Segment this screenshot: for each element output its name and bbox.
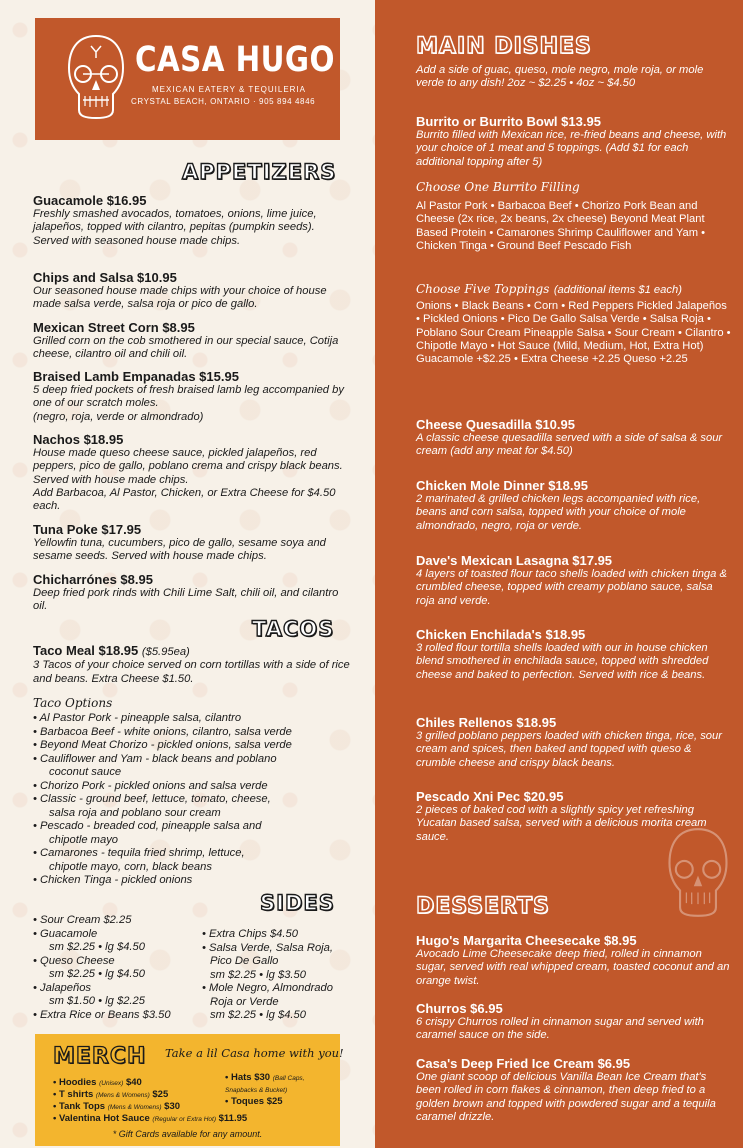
- list-item: • Guacamole sm $2.25 • lg $4.50: [33, 927, 145, 953]
- merch-tagline: Take a lil Casa home with you!: [165, 1046, 344, 1060]
- item-name: Casa's Deep Fried Ice Cream $6.95: [416, 1056, 631, 1071]
- item-name: Churros $6.95: [416, 1001, 503, 1016]
- toppings-heading: [416, 280, 731, 298]
- list-item: • Sour Cream $2.25: [33, 914, 132, 926]
- merch-box: [35, 1034, 344, 1146]
- item-name: Dave's Mexican Lasagna $17.95: [416, 553, 613, 568]
- merch-footer: * Gift Cards available for any amount.: [112, 1129, 263, 1139]
- item-name: Tuna Poke $17.95: [33, 522, 142, 537]
- main-dishes-heading: MAIN DISHES: [416, 34, 592, 59]
- item-name: Cheese Quesadilla $10.95: [416, 417, 575, 432]
- item-desc: 3 rolled flour tortilla shells loaded with our in house chicken blend smothered in enchilada sauce, topped with shredded cheese and baked to perfection. Served with rice & beans.: [416, 642, 709, 681]
- item-name: Burrito or Burrito Bowl $13.95: [416, 114, 601, 129]
- taco-meal-each: ($5.95ea): [141, 646, 190, 658]
- item-extra: Add Barbacoa, Al Pastor, Chicken, or Extra Cheese for $4.50 each.: [33, 486, 336, 513]
- item-name: Pescado Xni Pec $20.95: [416, 789, 564, 804]
- menu-item: [416, 478, 731, 533]
- menu-item: [416, 933, 731, 988]
- item-desc: Burrito filled with Mexican rice, re-fried beans and cheese, with your choice of 1 meat and 5 toppings. (Add $1 for each additional topping after 5): [416, 129, 727, 168]
- list-item: • Tank Tops (Mens & Womens) $30: [53, 1101, 181, 1112]
- item-extra: Served with seasoned house made chips.: [33, 234, 241, 247]
- item-desc: House made queso cheese sauce, pickled jalapeños, red peppers, pico de gallo, poblano crema and crispy black beans. Served with house made chips.: [33, 447, 343, 486]
- item-desc: One giant scoop of delicious Vanilla Bean Ice Cream that's been rolled in corn flakes & cinnamon, then deep fried to a golden brown and topped with powdered sugar and a tequila caramel drizzle.: [416, 1071, 716, 1123]
- menu-item: [416, 417, 731, 459]
- list-item: • Hats $30 (Ball Caps, Snapbacks & Bucket): [225, 1072, 305, 1094]
- desserts-heading: DESSERTS: [416, 894, 550, 919]
- sides-heading: SIDES: [260, 891, 335, 915]
- menu-item: [33, 522, 353, 564]
- list-item: • Mole Negro, Almondrado Roja or Verde sm $2.25 • lg $4.50: [202, 982, 333, 1021]
- item-desc: Deep fried pork rinds with Chili Lime Salt, chili oil, and cilantro oil.: [33, 587, 339, 613]
- item-desc: 5 deep fried pockets of fresh braised lamb leg accompanied by one of our scratch moles.: [33, 384, 344, 410]
- tacos-heading: TACOS: [252, 617, 335, 641]
- merch-list-right: [225, 1072, 335, 1107]
- list-item: • Classic - ground beef, lettuce, tomato, cheese, salsa roja and poblano sour cream: [33, 793, 271, 819]
- item-desc: 2 marinated & grilled chicken legs accompanied with rice, beans and corn salsa, topped with your choice of mole almondrado, negro, roja or verde.: [416, 493, 701, 532]
- list-item: • Chicken Tinga - pickled onions: [33, 874, 193, 886]
- menu-item: [33, 369, 353, 424]
- taco-meal-name: Taco Meal $18.95: [33, 643, 139, 658]
- list-item: • Salsa Verde, Salsa Roja, Pico De Gallo sm $2.25 • lg $3.50: [202, 941, 333, 981]
- item-name: Braised Lamb Empanadas $15.95: [33, 369, 239, 384]
- list-item: • Hoodies (Unisex) $40: [53, 1077, 142, 1088]
- menu-item: [416, 1056, 731, 1124]
- taco-meal: [33, 643, 353, 686]
- item-desc: Yellowfin tuna, cucumbers, pico de gallo, sesame soya and sesame seeds. Served with house made chips.: [33, 537, 326, 563]
- list-item: • Toques $25: [225, 1096, 283, 1107]
- menu-item: [33, 432, 353, 513]
- item-desc: Grilled corn on the cob smothered in our special sauce, Cotija cheese, cilantro oil and chili oil.: [33, 335, 339, 361]
- filling-heading: Choose One Burrito Filling: [416, 180, 580, 194]
- brand-address: CRYSTAL BEACH, ONTARIO · 905 894 4846: [131, 97, 316, 106]
- list-item: • T shirts (Mens & Womens) $25: [53, 1089, 169, 1100]
- item-name: Guacamole $16.95: [33, 193, 147, 208]
- list-item: • Extra Chips $4.50: [202, 928, 298, 940]
- menu-item: [416, 1001, 731, 1043]
- list-item: • Barbacoa Beef - white onions, cilantro, salsa verde: [33, 725, 292, 738]
- sides-list-right: [202, 928, 362, 1023]
- list-item: • Al Pastor Pork - pineapple salsa, cilantro: [33, 712, 242, 724]
- list-item: • Valentina Hot Sauce (Regular or Extra Hot) $11.95: [53, 1113, 248, 1124]
- item-extra: (negro, roja, verde or almondrado): [33, 410, 204, 423]
- main-intro: Add a side of guac, queso, mole negro, mole roja, or mole verde to any dish! 2oz ~ $2.25 • 4oz ~ $4.50: [416, 64, 704, 90]
- sugar-skull-logo-icon: [65, 32, 127, 122]
- brand-subtitle: MEXICAN EATERY & TEQUILERIA: [152, 85, 306, 94]
- list-item: • Jalapeños sm $1.50 • lg $2.25: [33, 981, 145, 1007]
- menu-item: [416, 114, 731, 169]
- item-name: Mexican Street Corn $8.95: [33, 320, 195, 335]
- item-desc: Freshly smashed avocados, tomatoes, onions, lime juice, jalapeños, topped with cilantro, pepitas (pumpkin seeds).: [33, 208, 317, 234]
- menu-item: [33, 320, 353, 362]
- list-item: • Cauliflower and Yam - black beans and poblano coconut sauce: [33, 752, 277, 778]
- taco-options-heading: Taco Options: [33, 696, 113, 710]
- sugar-skull-watermark-icon: [663, 825, 733, 920]
- menu-item: [33, 270, 353, 312]
- menu-item: [33, 572, 353, 614]
- menu-item: [33, 193, 353, 248]
- item-desc: 6 crispy Churros rolled in cinnamon sugar and served with caramel sauce on the side.: [416, 1016, 704, 1042]
- filling-list: Al Pastor Pork • Barbacoa Beef • Chorizo Pork Bean and Cheese (2x rice, 2x beans, 2x cheese) Beyond Meat Plant Based Protein • Camarones Shrimp Cauliflower and Yam • Chicken Tinga • Ground Beef Pescado Fish: [416, 200, 706, 252]
- item-desc: Our seasoned house made chips with your choice of house made salsa verde, salsa roja or pico de gallo.: [33, 285, 327, 311]
- toppings-note: (additional items $1 each): [553, 284, 682, 296]
- menu-item: [416, 715, 731, 770]
- taco-options-list: [33, 712, 353, 888]
- item-desc: 3 Tacos of your choice served on corn tortillas with a side of rice and beans. Extra Cheese $1.50.: [33, 659, 350, 685]
- list-item: • Queso Cheese sm $2.25 • lg $4.50: [33, 954, 145, 980]
- item-name: Chips and Salsa $10.95: [33, 270, 177, 285]
- item-name: Chiles Rellenos $18.95: [416, 715, 557, 730]
- item-name: [33, 643, 353, 659]
- brand-name: CASA HUGO: [135, 40, 335, 80]
- toppings-title: Choose Five Toppings: [416, 282, 550, 296]
- item-name: Nachos $18.95: [33, 432, 124, 447]
- item-desc: A classic cheese quesadilla served with a side of salsa & sour cream (add any meat for $4.50): [416, 432, 723, 458]
- list-item: • Chorizo Pork - pickled onions and salsa verde: [33, 779, 268, 792]
- item-name: Chicken Mole Dinner $18.95: [416, 478, 588, 493]
- list-item: • Extra Rice or Beans $3.50: [33, 1008, 171, 1021]
- item-desc: 3 grilled poblano peppers loaded with chicken tinga, rice, sour cream and spices, then baked and topped with queso & crumble cheese and crispy black beans.: [416, 730, 722, 769]
- list-item: • Pescado - breaded cod, pineapple salsa and chipotle mayo: [33, 820, 262, 846]
- item-desc: 4 layers of toasted flour taco shells loaded with chicken tinga & crumbled cheese, topped with creamy poblano sauce, salsa roja and verde.: [416, 568, 727, 607]
- item-name: Chicharrónes $8.95: [33, 572, 153, 587]
- sides-list-left: [33, 914, 208, 1022]
- item-desc: 2 pieces of baked cod with a slightly spicy yet refreshing Yucatan based salsa, served with a delicious morita cream sauce.: [416, 804, 707, 843]
- item-desc: Avocado Lime Cheesecake deep fried, rolled in cinnamon sugar, served with real whipped cream, toasted coconut and an orange twist.: [416, 948, 730, 987]
- menu-item: [416, 627, 731, 682]
- logo-banner: [35, 18, 340, 140]
- appetizers-heading: APPETIZERS: [182, 160, 337, 184]
- merch-heading: MERCH: [53, 1044, 147, 1069]
- item-name: Chicken Enchilada's $18.95: [416, 627, 586, 642]
- item-name: Hugo's Margarita Cheesecake $8.95: [416, 933, 637, 948]
- merch-list-left: [53, 1077, 247, 1125]
- list-item: • Camarones - tequila fried shrimp, lettuce, chipotle mayo, corn, black beans: [33, 847, 245, 873]
- toppings-list: Onions • Black Beans • Corn • Red Peppers Pickled Jalapeños • Pickled Onions • Pico De Gallo Salsa Verde • Salsa Roja • Poblano Sour Cream Pineapple Salsa • Sour Cream • Cilantro • Chipotle Mayo • Hot Sauce (Mild, Medium, Hot, Extra Hot) Guacamole +$2.25 • Extra Cheese +2.25 Queso +2.25: [416, 300, 731, 366]
- right-panel: [375, 0, 743, 1148]
- list-item: • Beyond Meat Chorizo - pickled onions, salsa verde: [33, 739, 292, 751]
- menu-item: [416, 553, 731, 608]
